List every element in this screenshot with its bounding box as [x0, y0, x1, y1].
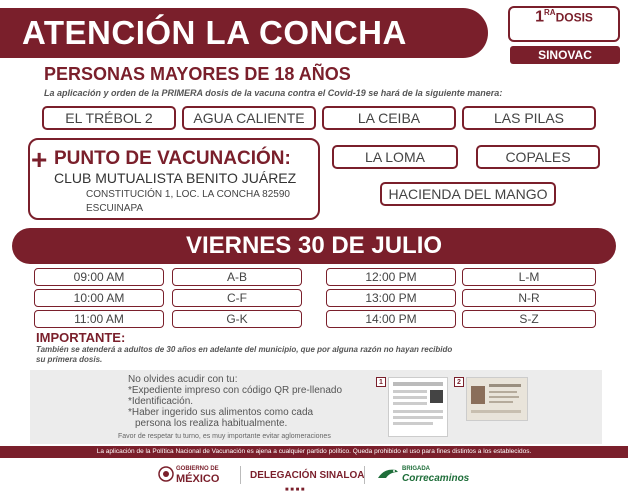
dose-suffix: RA [544, 8, 556, 17]
locality-pill: COPALES [476, 145, 600, 169]
schedule-letters: N-R [462, 289, 596, 307]
locality-pill: HACIENDA DEL MANGO [380, 182, 556, 206]
site-heading: PUNTO DE VACUNACIÓN: [54, 148, 291, 169]
reminder-item: *Identificación. [128, 396, 194, 407]
schedule-time: 09:00 AM [34, 268, 164, 286]
dose-label: DOSIS [555, 10, 593, 25]
logo-brigada-top: BRIGADA [402, 466, 430, 472]
qr-document-icon [389, 378, 447, 436]
dose-badge [508, 6, 620, 42]
vaccine-badge: SINOVAC [510, 46, 620, 64]
instagram-icon: ■ [295, 487, 300, 493]
roadrunner-icon [376, 466, 400, 482]
id-card-icon [467, 378, 527, 420]
locality-pill: LA LOMA [332, 145, 458, 169]
schedule-time: 10:00 AM [34, 289, 164, 307]
qr-document-image [388, 377, 448, 437]
reminder-item: *Haber ingerido sus alimentos como cada [128, 407, 314, 418]
footer-disclaimer: La aplicación de la Política Nacional de Vacunación es ajena a cualquier partido político. Queda prohibido el uso para fines distintos a los establecidos. [96, 448, 532, 455]
mexico-seal-icon [158, 466, 174, 482]
page-title: ATENCIÓN LA CONCHA [22, 14, 407, 51]
locality-pill: LAS PILAS [462, 106, 596, 130]
intro-text: La aplicación y orden de la PRIMERA dosis de la vacuna contra el Covid-19 se hará de la siguiente manera: [44, 88, 503, 98]
logo-gobierno-mexico: MÉXICO [176, 473, 220, 485]
date-heading: VIERNES 30 DE JULIO [185, 232, 443, 259]
dose-number: 1 [535, 8, 544, 26]
facebook-icon: ■ [285, 487, 289, 493]
schedule-letters: G-K [172, 310, 302, 328]
site-name: CLUB MUTUALISTA BENITO JUÁREZ [54, 170, 297, 186]
site-city: ESCUINAPA [86, 203, 144, 214]
schedule-time: 12:00 PM [326, 268, 456, 286]
subtitle: PERSONAS MAYORES DE 18 AÑOS [44, 64, 351, 84]
logo-brigada-main: Correcaminos [402, 473, 470, 484]
site-address: CONSTITUCIÓN 1, LOC. LA CONCHA 82590 [86, 189, 290, 200]
id-card-image [466, 377, 528, 421]
logo-gobierno-top: GOBIERNO DE [176, 466, 219, 472]
important-heading: IMPORTANTE: [36, 330, 126, 345]
schedule-letters: L-M [462, 268, 596, 286]
reminder-item: *Expediente impreso con código QR pre-llenado [128, 385, 343, 396]
schedule-time: 11:00 AM [34, 310, 164, 328]
locality-pill: AGUA CALIENTE [182, 106, 316, 130]
reminder-footnote: Favor de respetar tu turno, es muy importante evitar aglomeraciones [118, 433, 331, 440]
locality-pill: EL TRÉBOL 2 [42, 106, 176, 130]
reminder-lead: No olvides acudir con tu: [128, 374, 238, 385]
logo-delegacion: DELEGACIÓN SINALOA [250, 470, 365, 481]
youtube-icon: ■ [300, 487, 305, 493]
twitter-icon: ■ [290, 487, 294, 493]
step-badge: 1 [376, 377, 386, 387]
reminder-item: persona los realiza habitualmente. [135, 418, 288, 429]
important-text: También se atenderá a adultos de 30 años en adelante del municipio, que por alguna razón no hayan recibido su primera dosis. [36, 345, 453, 364]
plus-icon: + [31, 144, 48, 175]
schedule-letters: C-F [172, 289, 302, 307]
schedule-letters: A-B [172, 268, 302, 286]
divider [240, 466, 241, 484]
schedule-time: 13:00 PM [326, 289, 456, 307]
locality-pill: LA CEIBA [322, 106, 456, 130]
divider [364, 466, 365, 484]
schedule-letters: S-Z [462, 310, 596, 328]
social-icons [285, 487, 305, 493]
schedule-time: 14:00 PM [326, 310, 456, 328]
step-badge: 2 [454, 377, 464, 387]
